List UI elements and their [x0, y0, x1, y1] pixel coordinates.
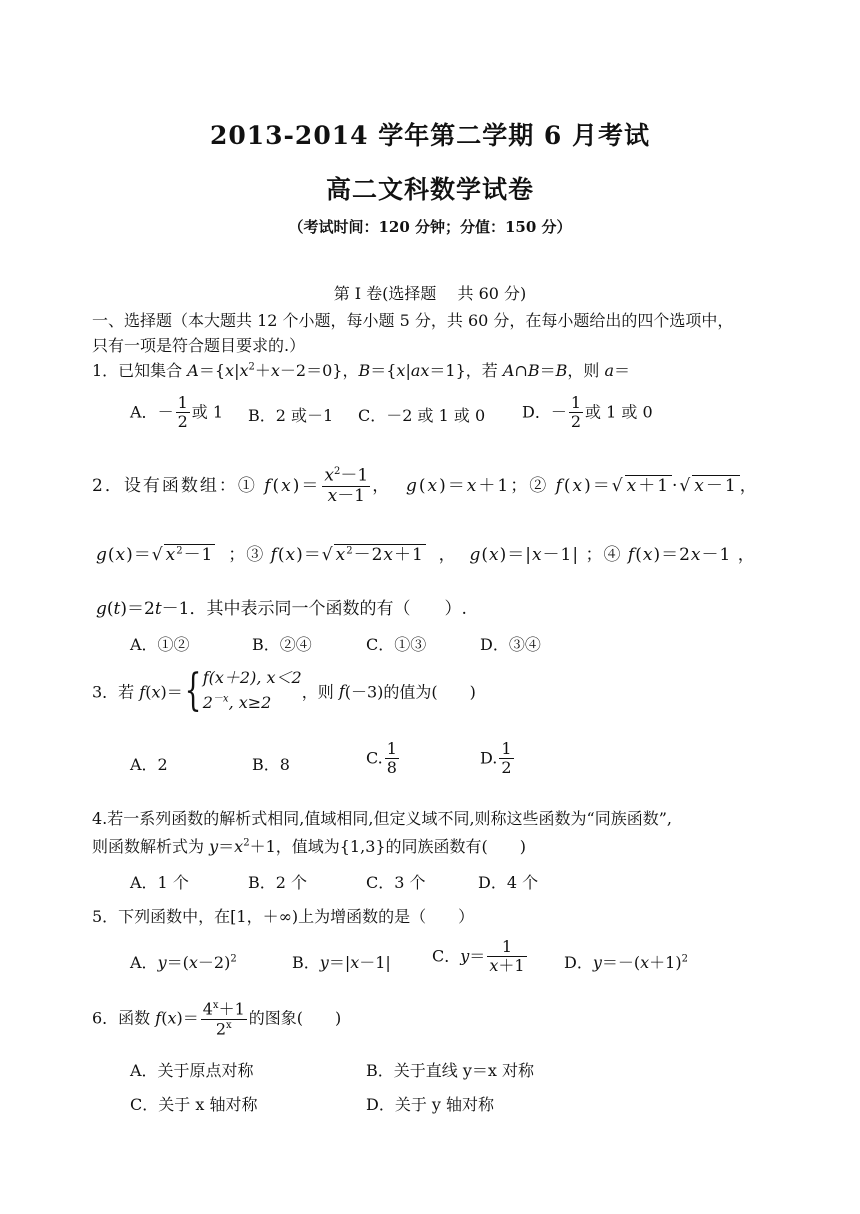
- question-2-option-a: A．①②: [130, 635, 190, 654]
- question-4-option-c: C．3 个: [366, 873, 426, 892]
- question-6-option-a: A．关于原点对称: [130, 1061, 254, 1080]
- question-3-option-c: C. $\frac{1}{8}$: [366, 739, 397, 778]
- question-4-option-b: B．2 个: [248, 873, 308, 892]
- question-5-option-d: D．$y=-(x+1)^2$: [564, 953, 688, 972]
- question-3-option-b: B．8: [252, 755, 290, 774]
- question-3-option-a: A．2: [130, 755, 168, 774]
- section-intro-line1: 一、选择题（本大题共 12 个小题，每小题 5 分，共 60 分，在每小题给出的四个选项中，: [92, 311, 734, 330]
- section-intro-line2: 只有一项是符合题目要求的.）: [92, 336, 306, 355]
- question-6-option-b: B．关于直线 y＝x 对称: [366, 1061, 534, 1080]
- question-2-line1: 2．设有函数组：① f(x)＝ $\frac{x^2-1}{x-1}$ ， g(x)＝x＋1；② f(x)＝√ x＋1 ·√ x－1 ，: [92, 465, 759, 507]
- question-2-line2: g(x)＝√ $x^2-1$ ；③ f(x)＝√ $x^2-2x+1$ ， g(x)＝|x－1| ；④ f(x)＝2x－1 ，: [96, 545, 756, 565]
- question-1-option-d: D．－ $\frac{1}{2}$ 或 1 或 0: [522, 393, 653, 432]
- question-6-option-c: C．关于 x 轴对称: [130, 1095, 258, 1114]
- question-6-stem: 6．函数 f(x)＝ $\frac{4^x+1}{2^x}$ 的图象( ): [92, 999, 342, 1039]
- question-1-stem: 1．已知集合 $A=\{x|x^2+x-2=0\}$，B＝{x|ax＝1}，若 A∩B＝B，则 a＝: [92, 361, 631, 380]
- question-4-line2: 则函数解析式为 $y=x^2+1$，值域为{1,3}的同族函数有( ): [92, 837, 527, 856]
- section-title: 第 I 卷(选择题 共 60 分): [333, 284, 527, 303]
- question-3-option-d: D. $\frac{1}{2}$: [480, 739, 512, 778]
- question-5-stem: 5．下列函数中，在[1，＋∞)上为增函数的是（ ）: [92, 907, 475, 926]
- exam-info: （考试时间：120 分钟；分值：150 分）: [288, 218, 572, 236]
- question-1-option-a: A．－ $\frac{1}{2}$ 或 1: [130, 393, 224, 432]
- question-2-option-d: D．③④: [480, 635, 541, 654]
- question-2-option-b: B．②④: [252, 635, 312, 654]
- exam-subtitle: 高二文科数学试卷: [325, 175, 534, 204]
- question-2-line3: g(t)＝2t－1．其中表示同一个函数的有（ ）.: [96, 599, 467, 619]
- question-3-stem: 3．若 f(x)＝{ f(x＋2), x＜2 $2^{-x}$, x≥2 ，则 f(－3)的值为( ): [92, 664, 476, 716]
- question-4-line1: 4.若一系列函数的解析式相同,值域相同,但定义域不同,则称这些函数为“同族函数”,: [92, 809, 672, 828]
- question-5-option-b: B．y＝|x－1|: [292, 953, 391, 972]
- question-4-option-d: D．4 个: [478, 873, 539, 892]
- question-1-option-c: C．－2 或 1 或 0: [358, 406, 486, 425]
- question-2-option-c: C．①③: [366, 635, 427, 654]
- question-5-option-a: A．$y=(x-2)^2$: [130, 953, 237, 972]
- question-1-option-b: B．2 或－1: [248, 406, 334, 425]
- question-4-option-a: A．1 个: [130, 873, 189, 892]
- question-6-option-d: D．关于 y 轴对称: [366, 1095, 495, 1114]
- question-5-option-c: C．y＝ $\frac{1}{x+1}$: [432, 937, 525, 976]
- exam-title: 2013-2014 学年第二学期 6 月考试: [209, 121, 651, 150]
